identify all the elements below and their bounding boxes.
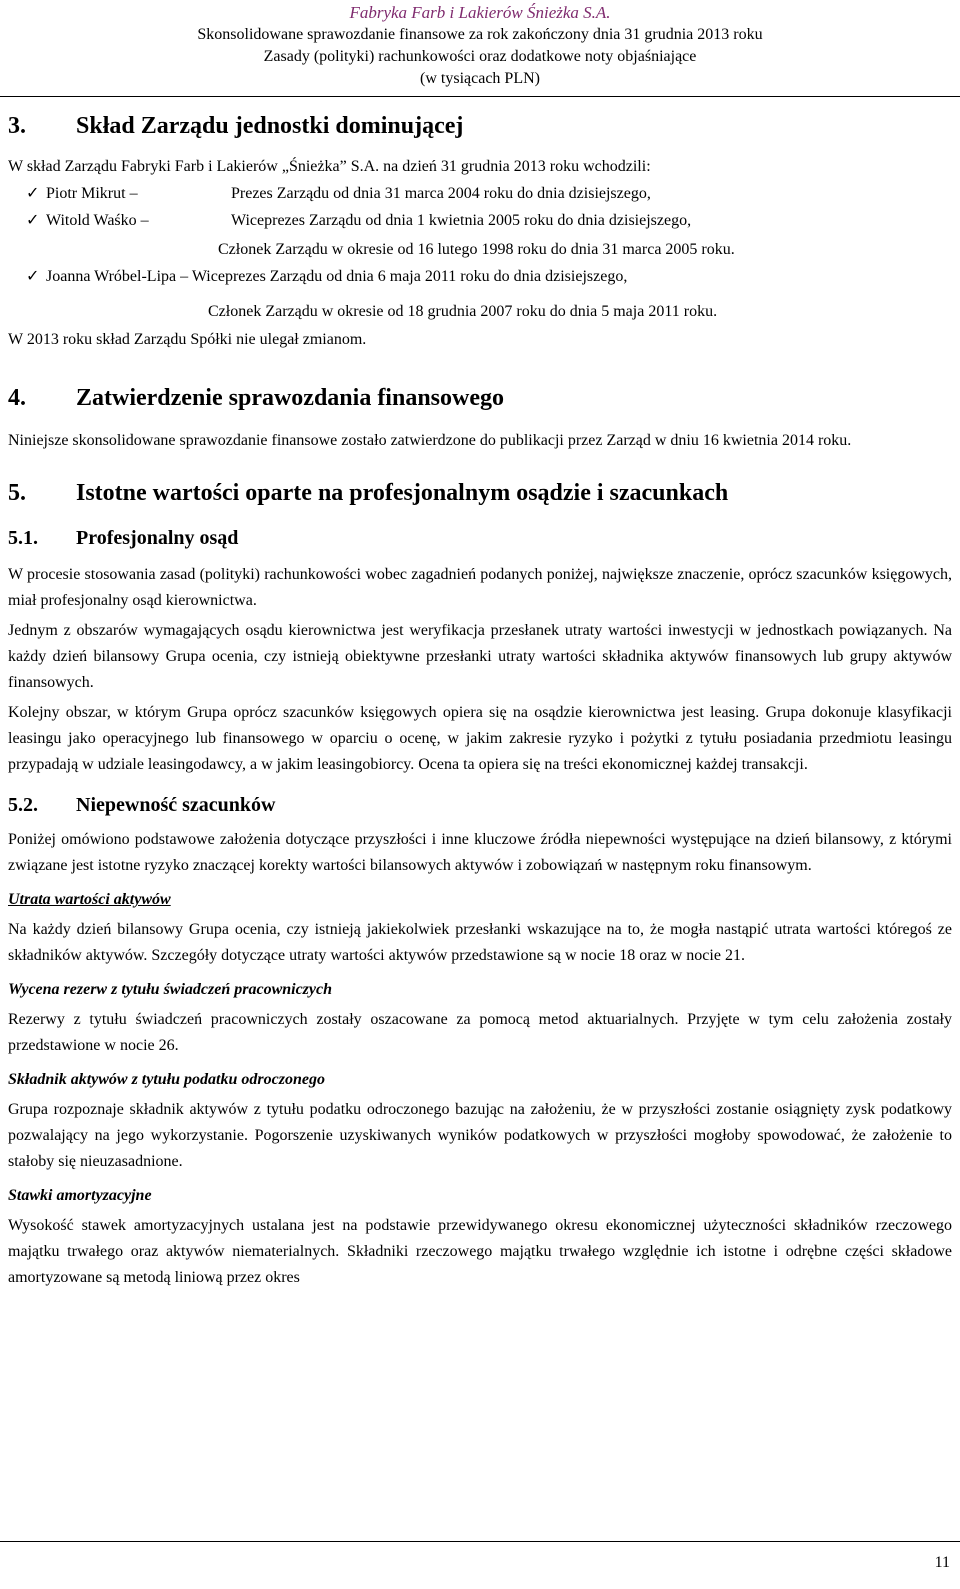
list-item — [8, 207, 952, 234]
checkmark-icon: ✓ — [26, 268, 40, 285]
page-number: 11 — [934, 1554, 950, 1571]
document-body — [8, 96, 952, 1291]
paragraph: Poniżej omówiono podstawowe założenia dotyczące przyszłości i inne kluczowe źródła niepewności występujące na dzień bilansowy, z którymi związane jest istotne ryzyko znaczącej korekty wartości bilansowych aktywów i zobowiązań w następnym roku finansowym. — [8, 831, 952, 874]
approval-paragraph: Niniejsze skonsolidowane sprawozdanie finansowe zostało zatwierdzone do publikacji przez Zarząd w dniu 16 kwietnia 2014 roku. — [8, 432, 852, 449]
section-4-heading — [8, 385, 952, 412]
section-number: 5.1. — [8, 527, 38, 549]
member-line: Joanna Wróbel-Lipa – Wiceprezes Zarządu od dnia 6 maja 2011 roku do dnia dzisiejszego, — [46, 268, 628, 285]
company-name: Fabryka Farb i Lakierów Śnieżka S.A. — [349, 3, 611, 22]
section-number: 3. — [8, 113, 26, 139]
section-5-heading — [8, 480, 952, 507]
paragraph: Jednym z obszarów wymagających osądu kierownictwa jest weryfikacja przesłanek utraty wartości inwestycji w jednostkach powiązanych. Na każdy dzień bilansowy Grupa ocenia, czy istnieją obiektywne przesłanki utraty wartości składnika aktywów finansowych lub grupy aktywów finansowych. — [8, 622, 952, 691]
board-outro: W 2013 roku skład Zarządu Spółki nie ulegał zmianom. — [8, 331, 367, 348]
paragraph: Na każdy dzień bilansowy Grupa ocenia, czy istnieją jakiekolwiek przesłanki wskazujące na to, że mogła nastąpić utrata wartości któregoś ze składników aktywów. Szczegóły dotyczące utraty wartości aktywów przedstawione są w nocie 18 oraz w nocie 21. — [8, 921, 952, 964]
subheading: Utrata wartości aktywów — [8, 891, 171, 908]
member-role-extra: Członek Zarządu w okresie od 16 lutego 1998 roku do dnia 31 marca 2005 roku. — [218, 241, 735, 258]
paragraph: Grupa rozpoznaje składnik aktywów z tytułu podatku odroczonego bazując na założeniu, że w przyszłości zostanie osiągnięty zysk podatkowy pozwalający na jego wykorzystanie. Pogorszenie uzyskiwanych wyników podatkowych w przyszłości mogłoby spowodować, że założenie to stałoby się nieuzasadnione. — [8, 1101, 952, 1170]
section-title: Skład Zarządu jednostki dominującej — [76, 113, 464, 139]
report-subtitle: Zasady (polityki) rachunkowości oraz dodatkowe noty objaśniające — [263, 48, 697, 65]
page-header — [0, 0, 960, 90]
member-name: Witold Waśko – — [46, 212, 149, 229]
member-role: Wiceprezes Zarządu od dnia 1 kwietnia 2005 roku do dnia dzisiejszego, — [231, 212, 692, 229]
paragraph: Rezerwy z tytułu świadczeń pracowniczych zostały oszacowane za pomocą metod aktuarialnych. Przyjęte w tym celu założenia zostały przedstawione w nocie 26. — [8, 1011, 952, 1054]
member-role-extra: Członek Zarządu w okresie od 18 grudnia 2007 roku do dnia 5 maja 2011 roku. — [208, 303, 718, 320]
report-title: Skonsolidowane sprawozdanie finansowe za rok zakończony dnia 31 grudnia 2013 roku — [197, 26, 763, 43]
member-role: Prezes Zarządu od dnia 31 marca 2004 roku do dnia dzisiejszego, — [231, 185, 651, 202]
footer-divider — [0, 1541, 960, 1542]
subheading: Stawki amortyzacyjne — [8, 1187, 152, 1204]
member-name: Piotr Mikrut – — [46, 185, 138, 202]
paragraph: Kolejny obszar, w którym Grupa oprócz szacunków księgowych opiera się na osądzie kierownictwa jest leasing. Grupa dokonuje klasyfikacji leasingu jako operacyjnego lub finansowego w oparciu o ocenę, w jakim zakresie ryzyko i pożytki z tytułu posiadania przedmiotu leasingu przypadają w udziale leasingodawcy, a w jakim leasingobiorcy. Ocena ta opiera się na treści ekonomicznej każdej transakcji. — [8, 704, 952, 773]
section-number: 5. — [8, 480, 26, 506]
section-title: Profesjonalny osąd — [76, 527, 239, 549]
section-title: Istotne wartości oparte na profesjonalnym osądzie i szacunkach — [76, 480, 729, 506]
paragraph: Wysokość stawek amortyzacyjnych ustalana jest na podstawie przewidywanego okresu ekonomicznej użyteczności składników rzeczowego majątku trwałego oraz aktywów niematerialnych. Składniki rzeczowego majątku trwałego względnie ich istotne i odrębne części składowe amortyzowane są metodą liniową przez okres — [8, 1217, 952, 1286]
paragraph: W procesie stosowania zasad (polityki) rachunkowości wobec zagadnień podanych poniżej, największe znaczenie, oprócz szacunków księgowych, miał profesjonalny osąd kierownictwa. — [8, 566, 952, 609]
section-number: 5.2. — [8, 794, 38, 816]
checkmark-icon: ✓ — [26, 212, 40, 229]
currency-note: (w tysiącach PLN) — [420, 70, 540, 87]
checkmark-icon: ✓ — [26, 185, 40, 202]
section-title: Zatwierdzenie sprawozdania finansowego — [76, 385, 504, 411]
section-5-2-heading — [8, 794, 952, 817]
section-number: 4. — [8, 385, 26, 411]
board-intro: W skład Zarządu Fabryki Farb i Lakierów „Śnieżka” S.A. na dzień 31 grudnia 2013 roku wchodzili: — [8, 158, 651, 175]
subheading: Wycena rezerw z tytułu świadczeń pracowniczych — [8, 981, 333, 998]
subheading: Składnik aktywów z tytułu podatku odroczonego — [8, 1071, 325, 1088]
section-5-1-heading — [8, 527, 952, 550]
list-item — [8, 180, 952, 207]
list-item — [8, 263, 952, 290]
section-title: Niepewność szacunków — [76, 794, 276, 816]
section-3-heading — [8, 113, 952, 140]
